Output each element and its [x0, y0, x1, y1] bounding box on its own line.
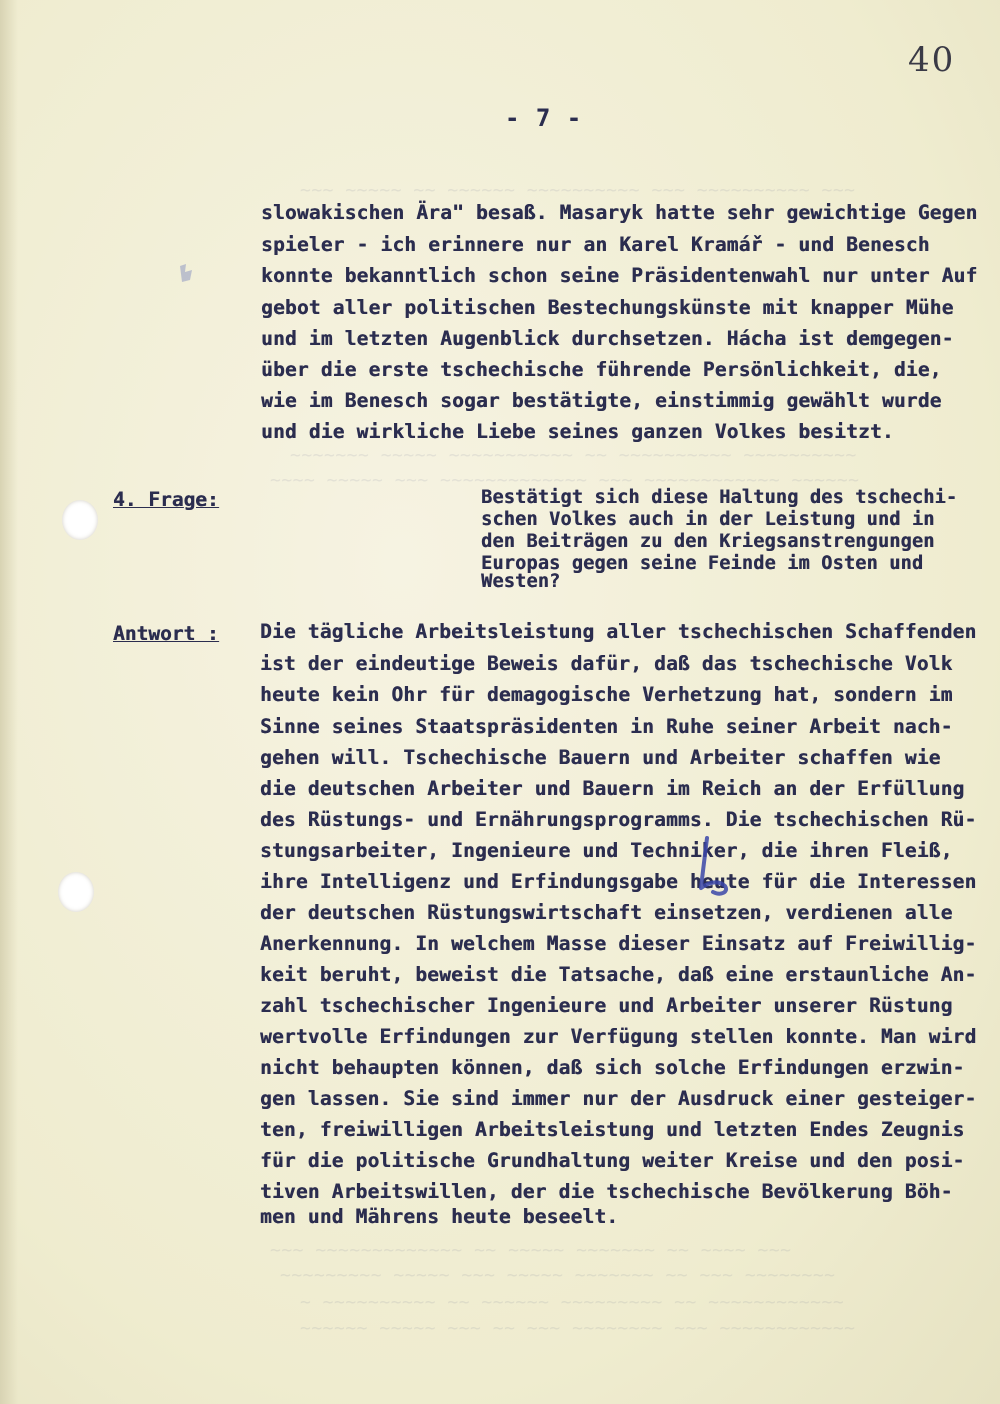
- text-line: ihre Intelligenz und Erfindungsgabe heute für die Interessen: [260, 870, 977, 893]
- text-line: schen Volkes auch in der Leistung und in: [481, 509, 935, 530]
- bleed-through-text: ~~~~ ~~~~~ ~~~ ~~~~~~~~~~~~~ ~~~ ~~~~~~~~~~~~ ~~~~~~: [270, 470, 860, 491]
- bleed-through-text: ~~~~~~~~~ ~~~~~ ~~~ ~~~~~ ~~~~~~~ ~~ ~~~ ~~~~~~~~: [280, 1265, 836, 1286]
- question-label: 4. Frage:: [113, 488, 219, 511]
- answer-label: Antwort :: [113, 622, 219, 645]
- text-line: Europas gegen seine Feinde im Osten und: [481, 553, 924, 574]
- ink-smudge: [176, 262, 202, 284]
- text-line: stungsarbeiter, Ingenieure und Techniker, die ihren Fleiß,: [260, 839, 953, 862]
- text-line: und die wirkliche Liebe seines ganzen Volkes besitzt.: [261, 420, 894, 443]
- archive-page-stamp: 40: [908, 40, 956, 80]
- text-line: den Beiträgen zu den Kriegsanstrengungen: [481, 531, 935, 552]
- text-line: Bestätigt sich diese Haltung des tschechi-: [481, 487, 958, 508]
- text-line: die deutschen Arbeiter und Bauern im Reich an der Erfüllung: [260, 777, 965, 800]
- bleed-through-text: ~~~~~~~ ~~~~~ ~~~~~~~~~~~ ~~ ~~~~~~~~~~ ~~~~~~~~~~: [290, 445, 857, 466]
- text-line: ist der eindeutige Beweis dafür, daß das tschechische Volk: [260, 652, 953, 675]
- text-line: gebot aller politischen Bestechungskünste mit knapper Mühe: [261, 296, 954, 319]
- text-line: über die erste tschechische führende Persönlichkeit, die,: [261, 358, 942, 381]
- text-line: der deutschen Rüstungswirtschaft einsetzen, verdienen alle: [260, 901, 953, 924]
- page-number: - 7 -: [505, 104, 583, 132]
- text-line: ten, freiwilligen Arbeitsleistung und letzten Endes Zeugnis: [260, 1118, 965, 1141]
- bleed-through-text: ~~~~~~ ~~~~~ ~~~ ~~ ~~~ ~~~~~~~~ ~~~ ~~~~~~~~~~~~: [300, 1318, 856, 1339]
- text-line: tiven Arbeitswillen, der die tschechische Bevölkerung Böh-: [260, 1180, 953, 1203]
- text-line: konnte bekanntlich schon seine Präsidentenwahl nur unter Auf: [261, 264, 978, 287]
- handwritten-ink-mark: [685, 830, 745, 900]
- bleed-through-text: ~~~ ~~~~~ ~~ ~~~~~~ ~~~~~~~~~~ ~~~ ~~~~~~~~~~ ~~~: [300, 180, 856, 201]
- text-line: Westen?: [481, 571, 561, 592]
- text-line: heute kein Ohr für demagogische Verhetzung hat, sondern im: [260, 683, 953, 706]
- text-line: wertvolle Erfindungen zur Verfügung stellen konnte. Man wird: [260, 1025, 977, 1048]
- text-line: keit beruht, beweist die Tatsache, daß eine erstaunliche An-: [260, 963, 977, 986]
- punch-hole: [58, 872, 94, 912]
- page-edge-shadow: [0, 0, 18, 1404]
- text-line: wie im Benesch sogar bestätigte, einstimmig gewählt wurde: [261, 389, 942, 412]
- text-line: und im letzten Augenblick durchsetzen. Hácha ist demgegen-: [261, 327, 954, 350]
- punch-hole: [62, 500, 98, 540]
- text-line: des Rüstungs- und Ernährungsprogramms. Die tschechischen Rü-: [260, 808, 977, 831]
- text-line: Sinne seines Staatspräsidenten in Ruhe seiner Arbeit nach-: [260, 715, 953, 738]
- text-line: men und Mährens heute beseelt.: [260, 1205, 619, 1228]
- bleed-through-text: ~~~ ~~~~~~~~~~~~~ ~~ ~~~~~ ~~~~~~~ ~~ ~~~~ ~~~: [270, 1240, 792, 1261]
- text-line: zahl tschechischer Ingenieure und Arbeiter unserer Rüstung: [260, 994, 953, 1017]
- text-line: Anerkennung. In welchem Masse dieser Einsatz auf Freiwillig-: [260, 932, 977, 955]
- text-line: Die tägliche Arbeitsleistung aller tschechischen Schaffenden: [260, 620, 977, 643]
- text-line: für die politische Grundhaltung weiter Kreise und den posi-: [260, 1149, 965, 1172]
- bleed-through-text: ~ ~~~~~~~~~~ ~~ ~~~~~~ ~~~~~~~~~ ~~ ~~~~~~~~~~~~: [300, 1292, 845, 1313]
- text-line: gehen will. Tschechische Bauern und Arbeiter schaffen wie: [260, 746, 941, 769]
- text-line: spieler - ich erinnere nur an Karel Kramář - und Benesch: [261, 233, 930, 256]
- text-line: slowakischen Ära" besaß. Masaryk hatte sehr gewichtige Gegen: [261, 201, 978, 224]
- text-line: gen lassen. Sie sind immer nur der Ausdruck einer gesteiger-: [260, 1087, 977, 1110]
- text-line: nicht behaupten können, daß sich solche Erfindungen erzwin-: [260, 1056, 965, 1079]
